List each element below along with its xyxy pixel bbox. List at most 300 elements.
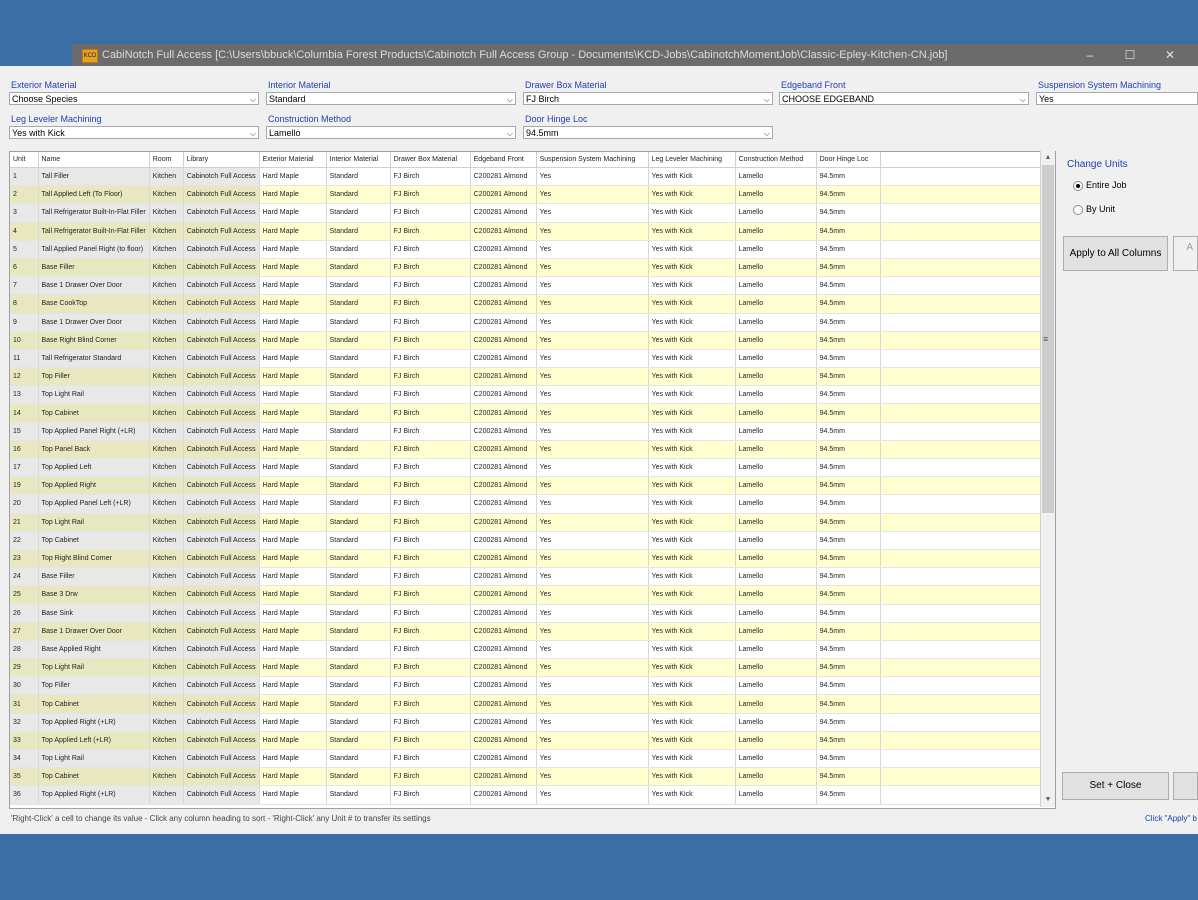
table-cell[interactable]: 94.5mm: [816, 786, 880, 804]
table-cell[interactable]: Lamello: [735, 640, 816, 658]
table-cell[interactable]: FJ Birch: [390, 240, 470, 258]
splitter-grip-icon[interactable]: ≡: [1043, 334, 1049, 344]
table-row[interactable]: [10, 768, 1045, 786]
table-cell[interactable]: Top Filler: [38, 677, 149, 695]
table-cell[interactable]: 94.5mm: [816, 386, 880, 404]
column-header[interactable]: Name: [38, 152, 149, 168]
table-cell[interactable]: FJ Birch: [390, 386, 470, 404]
table-cell[interactable]: Standard: [326, 622, 390, 640]
table-cell[interactable]: 28: [10, 640, 38, 658]
table-cell[interactable]: Yes: [536, 186, 648, 204]
table-cell[interactable]: Standard: [326, 368, 390, 386]
table-cell[interactable]: Hard Maple: [259, 768, 326, 786]
table-cell[interactable]: Yes with Kick: [648, 222, 735, 240]
table-cell[interactable]: Lamello: [735, 386, 816, 404]
table-cell[interactable]: Lamello: [735, 731, 816, 749]
table-cell[interactable]: Cabinotch Full Access: [183, 659, 259, 677]
suspension-system-select[interactable]: [1036, 92, 1198, 105]
table-cell[interactable]: Hard Maple: [259, 531, 326, 549]
table-cell[interactable]: Lamello: [735, 422, 816, 440]
table-row[interactable]: [10, 368, 1045, 386]
table-cell[interactable]: C200281 Almond: [470, 422, 536, 440]
table-cell[interactable]: Kitchen: [149, 386, 183, 404]
table-row[interactable]: [10, 731, 1045, 749]
table-row[interactable]: [10, 659, 1045, 677]
table-cell[interactable]: Standard: [326, 459, 390, 477]
table-cell[interactable]: 1: [10, 168, 38, 186]
table-cell[interactable]: Yes with Kick: [648, 677, 735, 695]
table-row[interactable]: [10, 568, 1045, 586]
table-cell[interactable]: Hard Maple: [259, 568, 326, 586]
table-cell[interactable]: C200281 Almond: [470, 677, 536, 695]
table-cell[interactable]: Standard: [326, 604, 390, 622]
table-cell[interactable]: Hard Maple: [259, 186, 326, 204]
table-cell[interactable]: Tall Refrigerator Built-In-Flat Filler: [38, 204, 149, 222]
table-cell[interactable]: Kitchen: [149, 768, 183, 786]
table-cell[interactable]: Yes with Kick: [648, 277, 735, 295]
table-cell[interactable]: Cabinotch Full Access: [183, 459, 259, 477]
table-cell[interactable]: Cabinotch Full Access: [183, 531, 259, 549]
table-cell[interactable]: Top Cabinet: [38, 404, 149, 422]
table-cell[interactable]: Lamello: [735, 549, 816, 567]
table-cell[interactable]: Standard: [326, 495, 390, 513]
table-cell[interactable]: Kitchen: [149, 513, 183, 531]
table-cell[interactable]: Yes: [536, 295, 648, 313]
table-cell[interactable]: 27: [10, 622, 38, 640]
table-cell[interactable]: Kitchen: [149, 440, 183, 458]
table-cell[interactable]: Kitchen: [149, 640, 183, 658]
table-cell[interactable]: 94.5mm: [816, 604, 880, 622]
table-cell[interactable]: C200281 Almond: [470, 186, 536, 204]
table-cell[interactable]: 25: [10, 586, 38, 604]
table-cell[interactable]: FJ Birch: [390, 622, 470, 640]
table-cell[interactable]: C200281 Almond: [470, 750, 536, 768]
table-cell[interactable]: 94.5mm: [816, 422, 880, 440]
table-cell[interactable]: 94.5mm: [816, 495, 880, 513]
table-cell[interactable]: 94.5mm: [816, 640, 880, 658]
table-cell[interactable]: FJ Birch: [390, 404, 470, 422]
construction-method-select[interactable]: [266, 126, 516, 139]
table-cell[interactable]: Yes with Kick: [648, 295, 735, 313]
table-cell[interactable]: C200281 Almond: [470, 659, 536, 677]
set-close-button[interactable]: Set + Close: [1062, 772, 1169, 800]
table-cell[interactable]: Standard: [326, 549, 390, 567]
table-cell[interactable]: Yes: [536, 640, 648, 658]
table-cell[interactable]: C200281 Almond: [470, 568, 536, 586]
table-cell[interactable]: Yes: [536, 404, 648, 422]
table-cell[interactable]: Lamello: [735, 477, 816, 495]
table-cell[interactable]: Yes with Kick: [648, 258, 735, 276]
table-cell[interactable]: Standard: [326, 659, 390, 677]
table-cell[interactable]: 21: [10, 513, 38, 531]
table-row[interactable]: [10, 531, 1045, 549]
table-cell[interactable]: Hard Maple: [259, 404, 326, 422]
drawer-box-material-select[interactable]: [523, 92, 773, 105]
table-cell[interactable]: Yes with Kick: [648, 240, 735, 258]
table-cell[interactable]: C200281 Almond: [470, 368, 536, 386]
table-cell[interactable]: C200281 Almond: [470, 440, 536, 458]
table-cell[interactable]: Standard: [326, 295, 390, 313]
table-cell[interactable]: Top Right Blind Corner: [38, 549, 149, 567]
table-row[interactable]: [10, 677, 1045, 695]
table-cell[interactable]: Lamello: [735, 313, 816, 331]
table-cell[interactable]: Standard: [326, 204, 390, 222]
table-cell[interactable]: Yes with Kick: [648, 168, 735, 186]
table-cell[interactable]: Base Filler: [38, 568, 149, 586]
table-cell[interactable]: Standard: [326, 168, 390, 186]
table-cell[interactable]: Hard Maple: [259, 295, 326, 313]
table-cell[interactable]: Cabinotch Full Access: [183, 404, 259, 422]
table-cell[interactable]: 94.5mm: [816, 586, 880, 604]
table-cell[interactable]: Hard Maple: [259, 386, 326, 404]
table-cell[interactable]: Top Filler: [38, 368, 149, 386]
table-cell[interactable]: Hard Maple: [259, 731, 326, 749]
table-cell[interactable]: Kitchen: [149, 695, 183, 713]
table-cell[interactable]: Base CookTop: [38, 295, 149, 313]
table-cell[interactable]: Kitchen: [149, 677, 183, 695]
table-cell[interactable]: 24: [10, 568, 38, 586]
table-cell[interactable]: FJ Birch: [390, 477, 470, 495]
table-cell[interactable]: FJ Birch: [390, 258, 470, 276]
table-row[interactable]: [10, 495, 1045, 513]
table-cell[interactable]: Standard: [326, 713, 390, 731]
table-cell[interactable]: C200281 Almond: [470, 586, 536, 604]
table-cell[interactable]: Lamello: [735, 331, 816, 349]
table-row[interactable]: [10, 168, 1045, 186]
column-header[interactable]: Room: [149, 152, 183, 168]
table-row[interactable]: [10, 222, 1045, 240]
table-cell[interactable]: Yes: [536, 750, 648, 768]
table-cell[interactable]: Yes: [536, 659, 648, 677]
table-cell[interactable]: FJ Birch: [390, 313, 470, 331]
table-cell[interactable]: Yes with Kick: [648, 186, 735, 204]
table-cell[interactable]: FJ Birch: [390, 531, 470, 549]
table-cell[interactable]: Yes with Kick: [648, 404, 735, 422]
table-cell[interactable]: Cabinotch Full Access: [183, 640, 259, 658]
table-cell[interactable]: Yes: [536, 368, 648, 386]
table-cell[interactable]: 20: [10, 495, 38, 513]
table-cell[interactable]: Yes with Kick: [648, 786, 735, 804]
table-cell[interactable]: Tall Applied Panel Right (to floor): [38, 240, 149, 258]
table-cell[interactable]: Standard: [326, 750, 390, 768]
table-cell[interactable]: Yes with Kick: [648, 331, 735, 349]
table-cell[interactable]: Base 1 Drawer Over Door: [38, 622, 149, 640]
table-cell[interactable]: Lamello: [735, 295, 816, 313]
table-row[interactable]: [10, 477, 1045, 495]
table-cell[interactable]: Top Applied Right (+LR): [38, 713, 149, 731]
table-cell[interactable]: Yes with Kick: [648, 459, 735, 477]
table-cell[interactable]: 34: [10, 750, 38, 768]
table-cell[interactable]: Standard: [326, 677, 390, 695]
table-cell[interactable]: Kitchen: [149, 222, 183, 240]
table-cell[interactable]: 94.5mm: [816, 695, 880, 713]
table-row[interactable]: [10, 586, 1045, 604]
table-cell[interactable]: Yes: [536, 313, 648, 331]
table-cell[interactable]: Top Light Rail: [38, 513, 149, 531]
table-cell[interactable]: Cabinotch Full Access: [183, 168, 259, 186]
table-row[interactable]: [10, 695, 1045, 713]
table-row[interactable]: [10, 750, 1045, 768]
table-cell[interactable]: Yes: [536, 513, 648, 531]
table-cell[interactable]: 94.5mm: [816, 222, 880, 240]
table-cell[interactable]: Lamello: [735, 222, 816, 240]
table-cell[interactable]: FJ Birch: [390, 568, 470, 586]
table-cell[interactable]: C200281 Almond: [470, 731, 536, 749]
table-cell[interactable]: Lamello: [735, 568, 816, 586]
table-cell[interactable]: 94.5mm: [816, 477, 880, 495]
table-cell[interactable]: Kitchen: [149, 586, 183, 604]
table-cell[interactable]: Top Applied Left: [38, 459, 149, 477]
table-cell[interactable]: Lamello: [735, 768, 816, 786]
table-cell[interactable]: Standard: [326, 331, 390, 349]
apply-button[interactable]: A: [1173, 236, 1198, 271]
table-cell[interactable]: Lamello: [735, 695, 816, 713]
table-cell[interactable]: Yes: [536, 549, 648, 567]
table-row[interactable]: [10, 440, 1045, 458]
table-cell[interactable]: Standard: [326, 313, 390, 331]
table-cell[interactable]: Kitchen: [149, 295, 183, 313]
table-cell[interactable]: Yes: [536, 677, 648, 695]
table-cell[interactable]: Base 1 Drawer Over Door: [38, 313, 149, 331]
table-cell[interactable]: Yes with Kick: [648, 750, 735, 768]
table-cell[interactable]: Hard Maple: [259, 168, 326, 186]
table-cell[interactable]: Yes with Kick: [648, 640, 735, 658]
table-cell[interactable]: FJ Birch: [390, 440, 470, 458]
table-cell[interactable]: Yes: [536, 331, 648, 349]
table-cell[interactable]: 8: [10, 295, 38, 313]
table-cell[interactable]: Lamello: [735, 586, 816, 604]
table-cell[interactable]: FJ Birch: [390, 513, 470, 531]
table-cell[interactable]: 13: [10, 386, 38, 404]
leg-leveler-select[interactable]: [9, 126, 259, 139]
table-row[interactable]: [10, 313, 1045, 331]
table-cell[interactable]: FJ Birch: [390, 786, 470, 804]
table-cell[interactable]: Top Applied Panel Right (+LR): [38, 422, 149, 440]
table-cell[interactable]: FJ Birch: [390, 695, 470, 713]
apply-all-columns-button[interactable]: Apply to All Columns: [1063, 236, 1168, 271]
table-cell[interactable]: Cabinotch Full Access: [183, 240, 259, 258]
table-cell[interactable]: Hard Maple: [259, 313, 326, 331]
table-cell[interactable]: Yes with Kick: [648, 768, 735, 786]
table-cell[interactable]: 94.5mm: [816, 368, 880, 386]
table-cell[interactable]: Hard Maple: [259, 422, 326, 440]
table-cell[interactable]: Yes with Kick: [648, 313, 735, 331]
table-row[interactable]: [10, 240, 1045, 258]
table-cell[interactable]: 5: [10, 240, 38, 258]
table-cell[interactable]: Kitchen: [149, 477, 183, 495]
table-cell[interactable]: Yes with Kick: [648, 349, 735, 367]
table-cell[interactable]: C200281 Almond: [470, 349, 536, 367]
table-cell[interactable]: FJ Birch: [390, 186, 470, 204]
table-cell[interactable]: 12: [10, 368, 38, 386]
table-cell[interactable]: Lamello: [735, 659, 816, 677]
table-cell[interactable]: Yes with Kick: [648, 604, 735, 622]
table-cell[interactable]: Cabinotch Full Access: [183, 750, 259, 768]
table-cell[interactable]: FJ Birch: [390, 349, 470, 367]
table-cell[interactable]: Yes with Kick: [648, 513, 735, 531]
table-cell[interactable]: Cabinotch Full Access: [183, 204, 259, 222]
table-cell[interactable]: Cabinotch Full Access: [183, 477, 259, 495]
table-cell[interactable]: Cabinotch Full Access: [183, 513, 259, 531]
table-cell[interactable]: 94.5mm: [816, 313, 880, 331]
table-cell[interactable]: Tall Refrigerator Standard: [38, 349, 149, 367]
table-cell[interactable]: Yes with Kick: [648, 659, 735, 677]
table-cell[interactable]: Hard Maple: [259, 258, 326, 276]
table-cell[interactable]: Yes with Kick: [648, 549, 735, 567]
table-cell[interactable]: FJ Birch: [390, 331, 470, 349]
table-cell[interactable]: Base 3 Drw: [38, 586, 149, 604]
table-cell[interactable]: Yes: [536, 204, 648, 222]
table-cell[interactable]: Hard Maple: [259, 549, 326, 567]
table-cell[interactable]: Standard: [326, 422, 390, 440]
table-cell[interactable]: 94.5mm: [816, 531, 880, 549]
table-cell[interactable]: Lamello: [735, 168, 816, 186]
title-bar[interactable]: [72, 44, 1198, 66]
table-row[interactable]: [10, 349, 1045, 367]
table-cell[interactable]: Tall Applied Left (To Floor): [38, 186, 149, 204]
table-cell[interactable]: FJ Birch: [390, 168, 470, 186]
table-cell[interactable]: Lamello: [735, 258, 816, 276]
table-cell[interactable]: Yes: [536, 768, 648, 786]
table-cell[interactable]: C200281 Almond: [470, 168, 536, 186]
table-cell[interactable]: FJ Birch: [390, 368, 470, 386]
table-cell[interactable]: Yes: [536, 495, 648, 513]
table-cell[interactable]: Kitchen: [149, 622, 183, 640]
table-cell[interactable]: 16: [10, 440, 38, 458]
table-cell[interactable]: Kitchen: [149, 495, 183, 513]
table-cell[interactable]: Cabinotch Full Access: [183, 604, 259, 622]
column-header[interactable]: Exterior Material: [259, 152, 326, 168]
table-cell[interactable]: C200281 Almond: [470, 477, 536, 495]
table-cell[interactable]: Top Cabinet: [38, 695, 149, 713]
table-row[interactable]: [10, 277, 1045, 295]
table-cell[interactable]: Yes: [536, 568, 648, 586]
table-cell[interactable]: 35: [10, 768, 38, 786]
table-cell[interactable]: Lamello: [735, 440, 816, 458]
table-row[interactable]: [10, 186, 1045, 204]
table-cell[interactable]: 94.5mm: [816, 622, 880, 640]
table-cell[interactable]: 31: [10, 695, 38, 713]
table-cell[interactable]: Kitchen: [149, 404, 183, 422]
table-cell[interactable]: Cabinotch Full Access: [183, 440, 259, 458]
table-cell[interactable]: Hard Maple: [259, 368, 326, 386]
table-cell[interactable]: Hard Maple: [259, 659, 326, 677]
table-cell[interactable]: 94.5mm: [816, 295, 880, 313]
edgeband-front-select[interactable]: [779, 92, 1029, 105]
table-cell[interactable]: 94.5mm: [816, 277, 880, 295]
table-cell[interactable]: C200281 Almond: [470, 768, 536, 786]
table-cell[interactable]: 94.5mm: [816, 659, 880, 677]
column-header[interactable]: Interior Material: [326, 152, 390, 168]
table-cell[interactable]: FJ Birch: [390, 604, 470, 622]
table-cell[interactable]: Hard Maple: [259, 786, 326, 804]
table-cell[interactable]: C200281 Almond: [470, 404, 536, 422]
table-cell[interactable]: Standard: [326, 277, 390, 295]
table-cell[interactable]: Standard: [326, 186, 390, 204]
table-cell[interactable]: Yes with Kick: [648, 204, 735, 222]
table-cell[interactable]: Hard Maple: [259, 604, 326, 622]
table-cell[interactable]: FJ Birch: [390, 731, 470, 749]
table-cell[interactable]: 94.5mm: [816, 459, 880, 477]
table-cell[interactable]: Lamello: [735, 240, 816, 258]
table-cell[interactable]: Standard: [326, 258, 390, 276]
table-cell[interactable]: Hard Maple: [259, 750, 326, 768]
table-cell[interactable]: Hard Maple: [259, 695, 326, 713]
table-cell[interactable]: Top Applied Right (+LR): [38, 786, 149, 804]
table-cell[interactable]: Base Sink: [38, 604, 149, 622]
table-cell[interactable]: Standard: [326, 349, 390, 367]
table-cell[interactable]: Kitchen: [149, 731, 183, 749]
table-row[interactable]: [10, 422, 1045, 440]
table-cell[interactable]: Cabinotch Full Access: [183, 695, 259, 713]
table-cell[interactable]: Standard: [326, 568, 390, 586]
table-cell[interactable]: Standard: [326, 240, 390, 258]
table-cell[interactable]: Lamello: [735, 622, 816, 640]
table-cell[interactable]: Cabinotch Full Access: [183, 349, 259, 367]
table-cell[interactable]: Lamello: [735, 604, 816, 622]
table-row[interactable]: [10, 622, 1045, 640]
table-cell[interactable]: FJ Birch: [390, 295, 470, 313]
table-cell[interactable]: C200281 Almond: [470, 331, 536, 349]
table-cell[interactable]: Hard Maple: [259, 222, 326, 240]
table-cell[interactable]: Kitchen: [149, 459, 183, 477]
table-cell[interactable]: Yes with Kick: [648, 622, 735, 640]
table-cell[interactable]: C200281 Almond: [470, 495, 536, 513]
table-cell[interactable]: Standard: [326, 640, 390, 658]
table-cell[interactable]: C200281 Almond: [470, 386, 536, 404]
table-cell[interactable]: 11: [10, 349, 38, 367]
scroll-down-icon[interactable]: ▼: [1044, 796, 1052, 803]
table-cell[interactable]: Yes with Kick: [648, 495, 735, 513]
table-cell[interactable]: C200281 Almond: [470, 222, 536, 240]
table-row[interactable]: [10, 258, 1045, 276]
table-cell[interactable]: Standard: [326, 695, 390, 713]
table-cell[interactable]: 30: [10, 677, 38, 695]
table-cell[interactable]: Standard: [326, 531, 390, 549]
scroll-up-icon[interactable]: ▲: [1044, 154, 1052, 161]
table-cell[interactable]: 29: [10, 659, 38, 677]
column-header[interactable]: Drawer Box Material: [390, 152, 470, 168]
table-cell[interactable]: FJ Birch: [390, 677, 470, 695]
table-cell[interactable]: 2: [10, 186, 38, 204]
table-cell[interactable]: C200281 Almond: [470, 604, 536, 622]
table-cell[interactable]: C200281 Almond: [470, 313, 536, 331]
table-cell[interactable]: 94.5mm: [816, 404, 880, 422]
by-unit-radio[interactable]: [1073, 204, 1115, 215]
table-cell[interactable]: 94.5mm: [816, 677, 880, 695]
table-cell[interactable]: Hard Maple: [259, 640, 326, 658]
table-cell[interactable]: Cabinotch Full Access: [183, 368, 259, 386]
table-cell[interactable]: 94.5mm: [816, 349, 880, 367]
table-cell[interactable]: Kitchen: [149, 568, 183, 586]
table-row[interactable]: [10, 331, 1045, 349]
table-cell[interactable]: Cabinotch Full Access: [183, 495, 259, 513]
table-cell[interactable]: Yes: [536, 731, 648, 749]
table-cell[interactable]: Lamello: [735, 531, 816, 549]
table-cell[interactable]: Yes with Kick: [648, 586, 735, 604]
table-cell[interactable]: C200281 Almond: [470, 459, 536, 477]
table-cell[interactable]: Yes: [536, 222, 648, 240]
table-row[interactable]: [10, 786, 1045, 804]
table-row[interactable]: [10, 513, 1045, 531]
table-row[interactable]: [10, 404, 1045, 422]
table-cell[interactable]: C200281 Almond: [470, 204, 536, 222]
table-cell[interactable]: Hard Maple: [259, 331, 326, 349]
table-cell[interactable]: Kitchen: [149, 313, 183, 331]
table-cell[interactable]: Kitchen: [149, 422, 183, 440]
table-cell[interactable]: Yes with Kick: [648, 386, 735, 404]
table-cell[interactable]: C200281 Almond: [470, 240, 536, 258]
